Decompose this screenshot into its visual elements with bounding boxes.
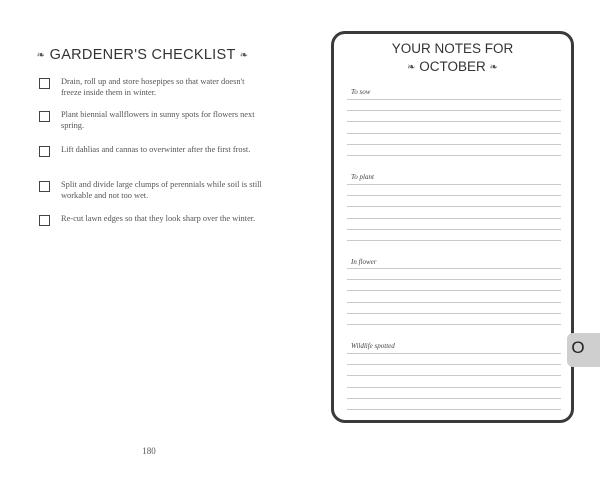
note-line[interactable]: [347, 195, 561, 196]
note-line[interactable]: [347, 110, 561, 111]
section-label-to-sow: To sow: [351, 88, 371, 96]
section-label-in-flower: In flower: [351, 258, 377, 266]
checklist-title-text: GARDENER'S CHECKLIST: [49, 47, 236, 63]
section-label-wildlife-spotted: Wildlife spotted: [351, 342, 395, 350]
note-line[interactable]: [347, 240, 561, 241]
note-line[interactable]: [347, 99, 561, 100]
flourish-left-icon: ❧: [36, 50, 46, 61]
note-line[interactable]: [347, 353, 561, 354]
note-line[interactable]: [347, 155, 561, 156]
note-line[interactable]: [347, 409, 561, 410]
note-line[interactable]: [347, 121, 561, 122]
notes-title-month: OCTOBER: [419, 59, 486, 74]
checklist-checkbox[interactable]: [39, 111, 50, 122]
checklist-item-text: Re-cut lawn edges so that they look sharp over the winter.: [61, 214, 256, 223]
notes-title-line2: [335, 58, 570, 77]
checklist-checkbox[interactable]: [39, 181, 50, 192]
note-line[interactable]: [347, 324, 561, 325]
checklist-item-text: Plant biennial wallflowers in sunny spots for flowers next spring.: [61, 110, 255, 130]
note-line[interactable]: [347, 144, 561, 145]
note-line[interactable]: [347, 375, 561, 376]
note-line[interactable]: [347, 364, 561, 365]
checklist-item-text: Drain, roll up and store hosepipes so that water doesn't freeze inside them in winter.: [61, 77, 245, 97]
note-line[interactable]: [347, 279, 561, 280]
checklist-checkbox[interactable]: [39, 215, 50, 226]
note-line[interactable]: [347, 268, 561, 269]
notes-title: [335, 40, 570, 77]
note-line[interactable]: [347, 398, 561, 399]
flourish-right-icon: ❧: [239, 50, 249, 61]
checklist-item-text: Lift dahlias and cannas to overwinter after the first frost.: [61, 145, 251, 154]
note-line[interactable]: [347, 387, 561, 388]
section-label-to-plant: To plant: [351, 173, 374, 181]
checklist-item-text: Split and divide large clumps of perennials while soil is still workable and not too wet.: [61, 180, 262, 200]
flourish-right-icon: ❧: [489, 62, 498, 73]
note-line[interactable]: [347, 229, 561, 230]
notes-title-line1: YOUR NOTES FOR: [391, 41, 514, 56]
checklist-checkbox[interactable]: [39, 146, 50, 157]
note-line[interactable]: [347, 133, 561, 134]
note-line[interactable]: [347, 302, 561, 303]
note-line[interactable]: [347, 206, 561, 207]
checklist-title: [30, 47, 255, 63]
note-line[interactable]: [347, 313, 561, 314]
note-line[interactable]: [347, 184, 561, 185]
note-line[interactable]: [347, 290, 561, 291]
checklist-checkbox[interactable]: [39, 78, 50, 89]
note-line[interactable]: [347, 218, 561, 219]
month-tab-letter: O: [571, 338, 585, 357]
page-number: 180: [142, 446, 156, 456]
flourish-left-icon: ❧: [407, 62, 416, 73]
